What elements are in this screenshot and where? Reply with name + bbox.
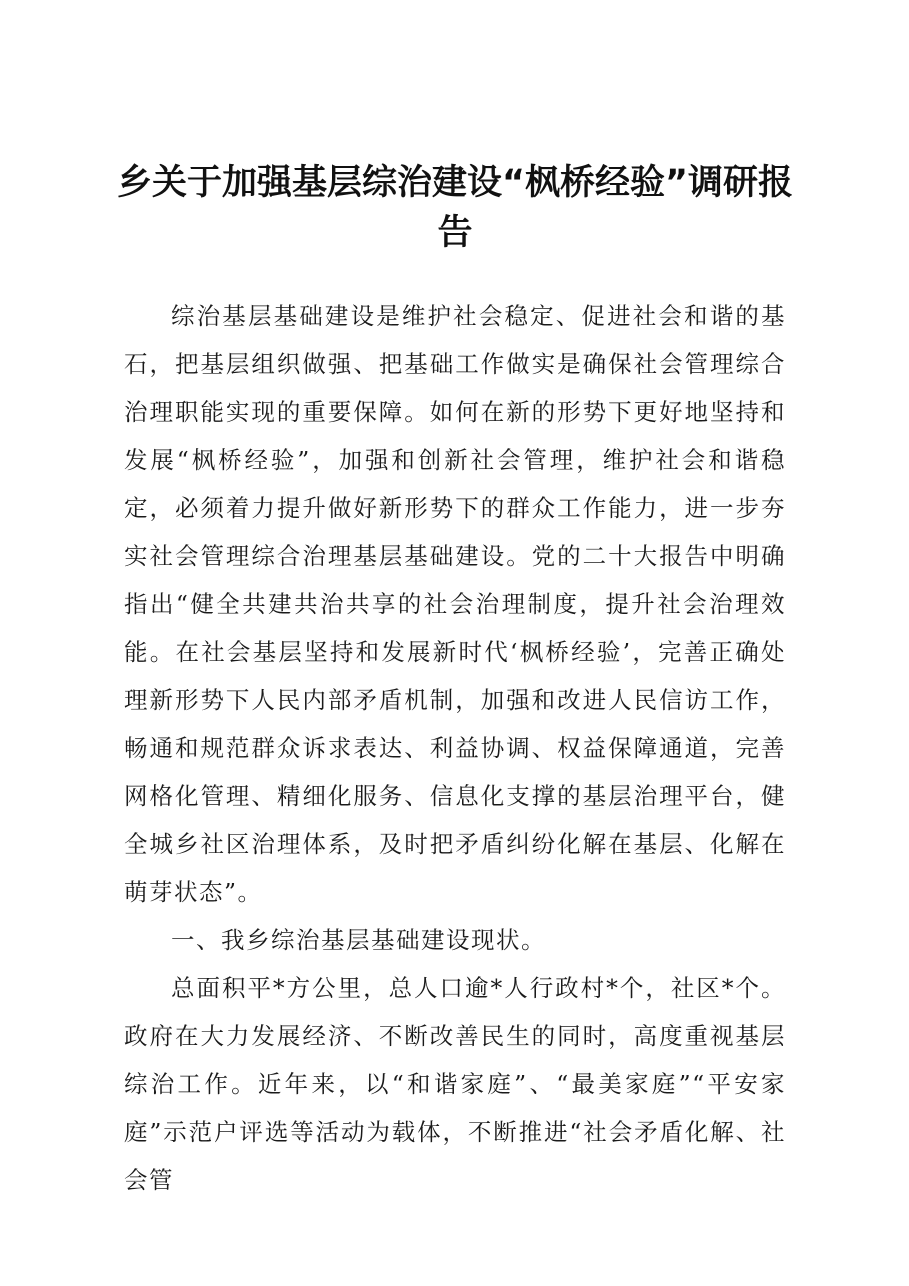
document-body bbox=[124, 292, 786, 1204]
body-paragraph: 综治基层基础建设是维护社会稳定、促进社会和谐的基石，把基层组织做强、把基础工作做实是确保社会管理综合治理职能实现的重要保障。如何在新的形势下更好地坚持和发展“枫桥经验”，加强和创新社会管理，维护社会和谐稳定，必须着力提升做好新形势下的群众工作能力，进一步夯实社会管理综合治理基层基础建设。党的二十大报告中明确指出“健全共建共治共享的社会治理制度，提升社会治理效能。在社会基层坚持和发展新时代‘枫桥经验’，完善正确处理新形势下人民内部矛盾机制，加强和改进人民信访工作，畅通和规范群众诉求表达、利益协调、权益保障通道，完善网格化管理、精细化服务、信息化支撑的基层治理平台，健全城乡社区治理体系，及时把矛盾纠纷化解在基层、化解在萌芽状态”。 bbox=[124, 302, 786, 906]
section-heading: 一、我乡综治基层基础建设现状。 bbox=[171, 926, 546, 954]
document-title: 乡关于加强基层综治建设“枫桥经验”调研报告 bbox=[116, 163, 793, 253]
body-paragraph: 总面积平*方公里，总人口逾*人行政村*个，社区*个。政府在大力发展经济、不断改善民生的同时，高度重视基层综治工作。近年来，以“和谐家庭”、“最美家庭”“平安家庭”示范户评选等活动为载体，不断推进“社会矛盾化解、社会管 bbox=[124, 974, 786, 1194]
